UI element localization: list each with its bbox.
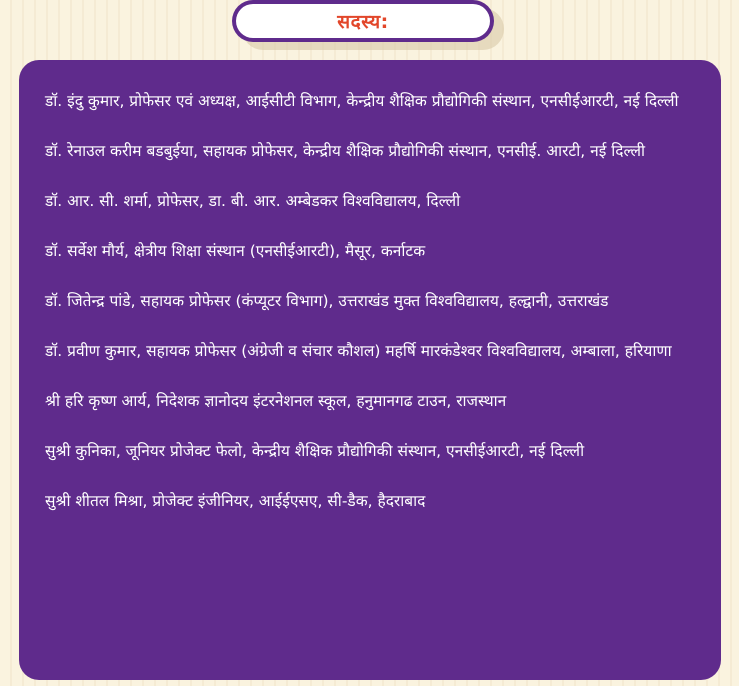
member-entry-6: डॉ. प्रवीण कुमार, सहायक प्रोफेसर (अंग्रेजी व संचार कौशल) महर्षि मारकंडेश्वर विश्वविद्यालय, अम्बाला, हरियाणा xyxy=(45,342,672,360)
header-title: सदस्य: xyxy=(337,11,389,33)
member-entry-7: श्री हरि कृष्ण आर्य, निदेशक ज्ञानोदय इंटरनेशनल स्कूल, हनुमानगढ टाउन, राजस्थान xyxy=(45,392,507,410)
member-entry-8: सुश्री कुनिका, जूनियर प्रोजेक्ट फेलो, केन्द्रीय शैक्षिक प्रौद्योगिकी संस्थान, एनसीईआरटी, नई दिल्ली xyxy=(45,442,585,460)
member-entry-3: डॉ. आर. सी. शर्मा, प्रोफेसर, डा. बी. आर. अम्बेडकर विश्वविद्यालय, दिल्ली xyxy=(45,192,461,210)
member-entry-2: डॉ. रेनाउल करीम बडबुईया, सहायक प्रोफेसर, केन्द्रीय शैक्षिक प्रौद्योगिकी संस्थान, एनसीई. आरटी, नई दिल्ली xyxy=(45,142,645,160)
member-entry-9: सुश्री शीतल मिश्रा, प्रोजेक्ट इंजीनियर, आईईएसए, सी-डैक, हैदराबाद xyxy=(45,492,426,510)
members-card xyxy=(19,60,721,680)
member-entry-5: डॉ. जितेन्द्र पांडे, सहायक प्रोफेसर (कंप्यूटर विभाग), उत्तराखंड मुक्त विश्वविद्यालय, हल्द्वानी, उत्तराखंड xyxy=(45,292,609,310)
header-pill xyxy=(232,0,494,42)
header-pill-inner xyxy=(236,4,490,38)
member-entry-4: डॉ. सर्वेश मौर्य, क्षेत्रीय शिक्षा संस्थान (एनसीईआरटी), मैसूर, कर्नाटक xyxy=(45,242,426,260)
section-header xyxy=(232,0,502,50)
member-entry-1: डॉ. इंदु कुमार, प्रोफेसर एवं अध्यक्ष, आईसीटी विभाग, केन्द्रीय शैक्षिक प्रौद्योगिकी संस्थान, एनसीईआरटी, नई दिल्ली xyxy=(45,92,679,110)
